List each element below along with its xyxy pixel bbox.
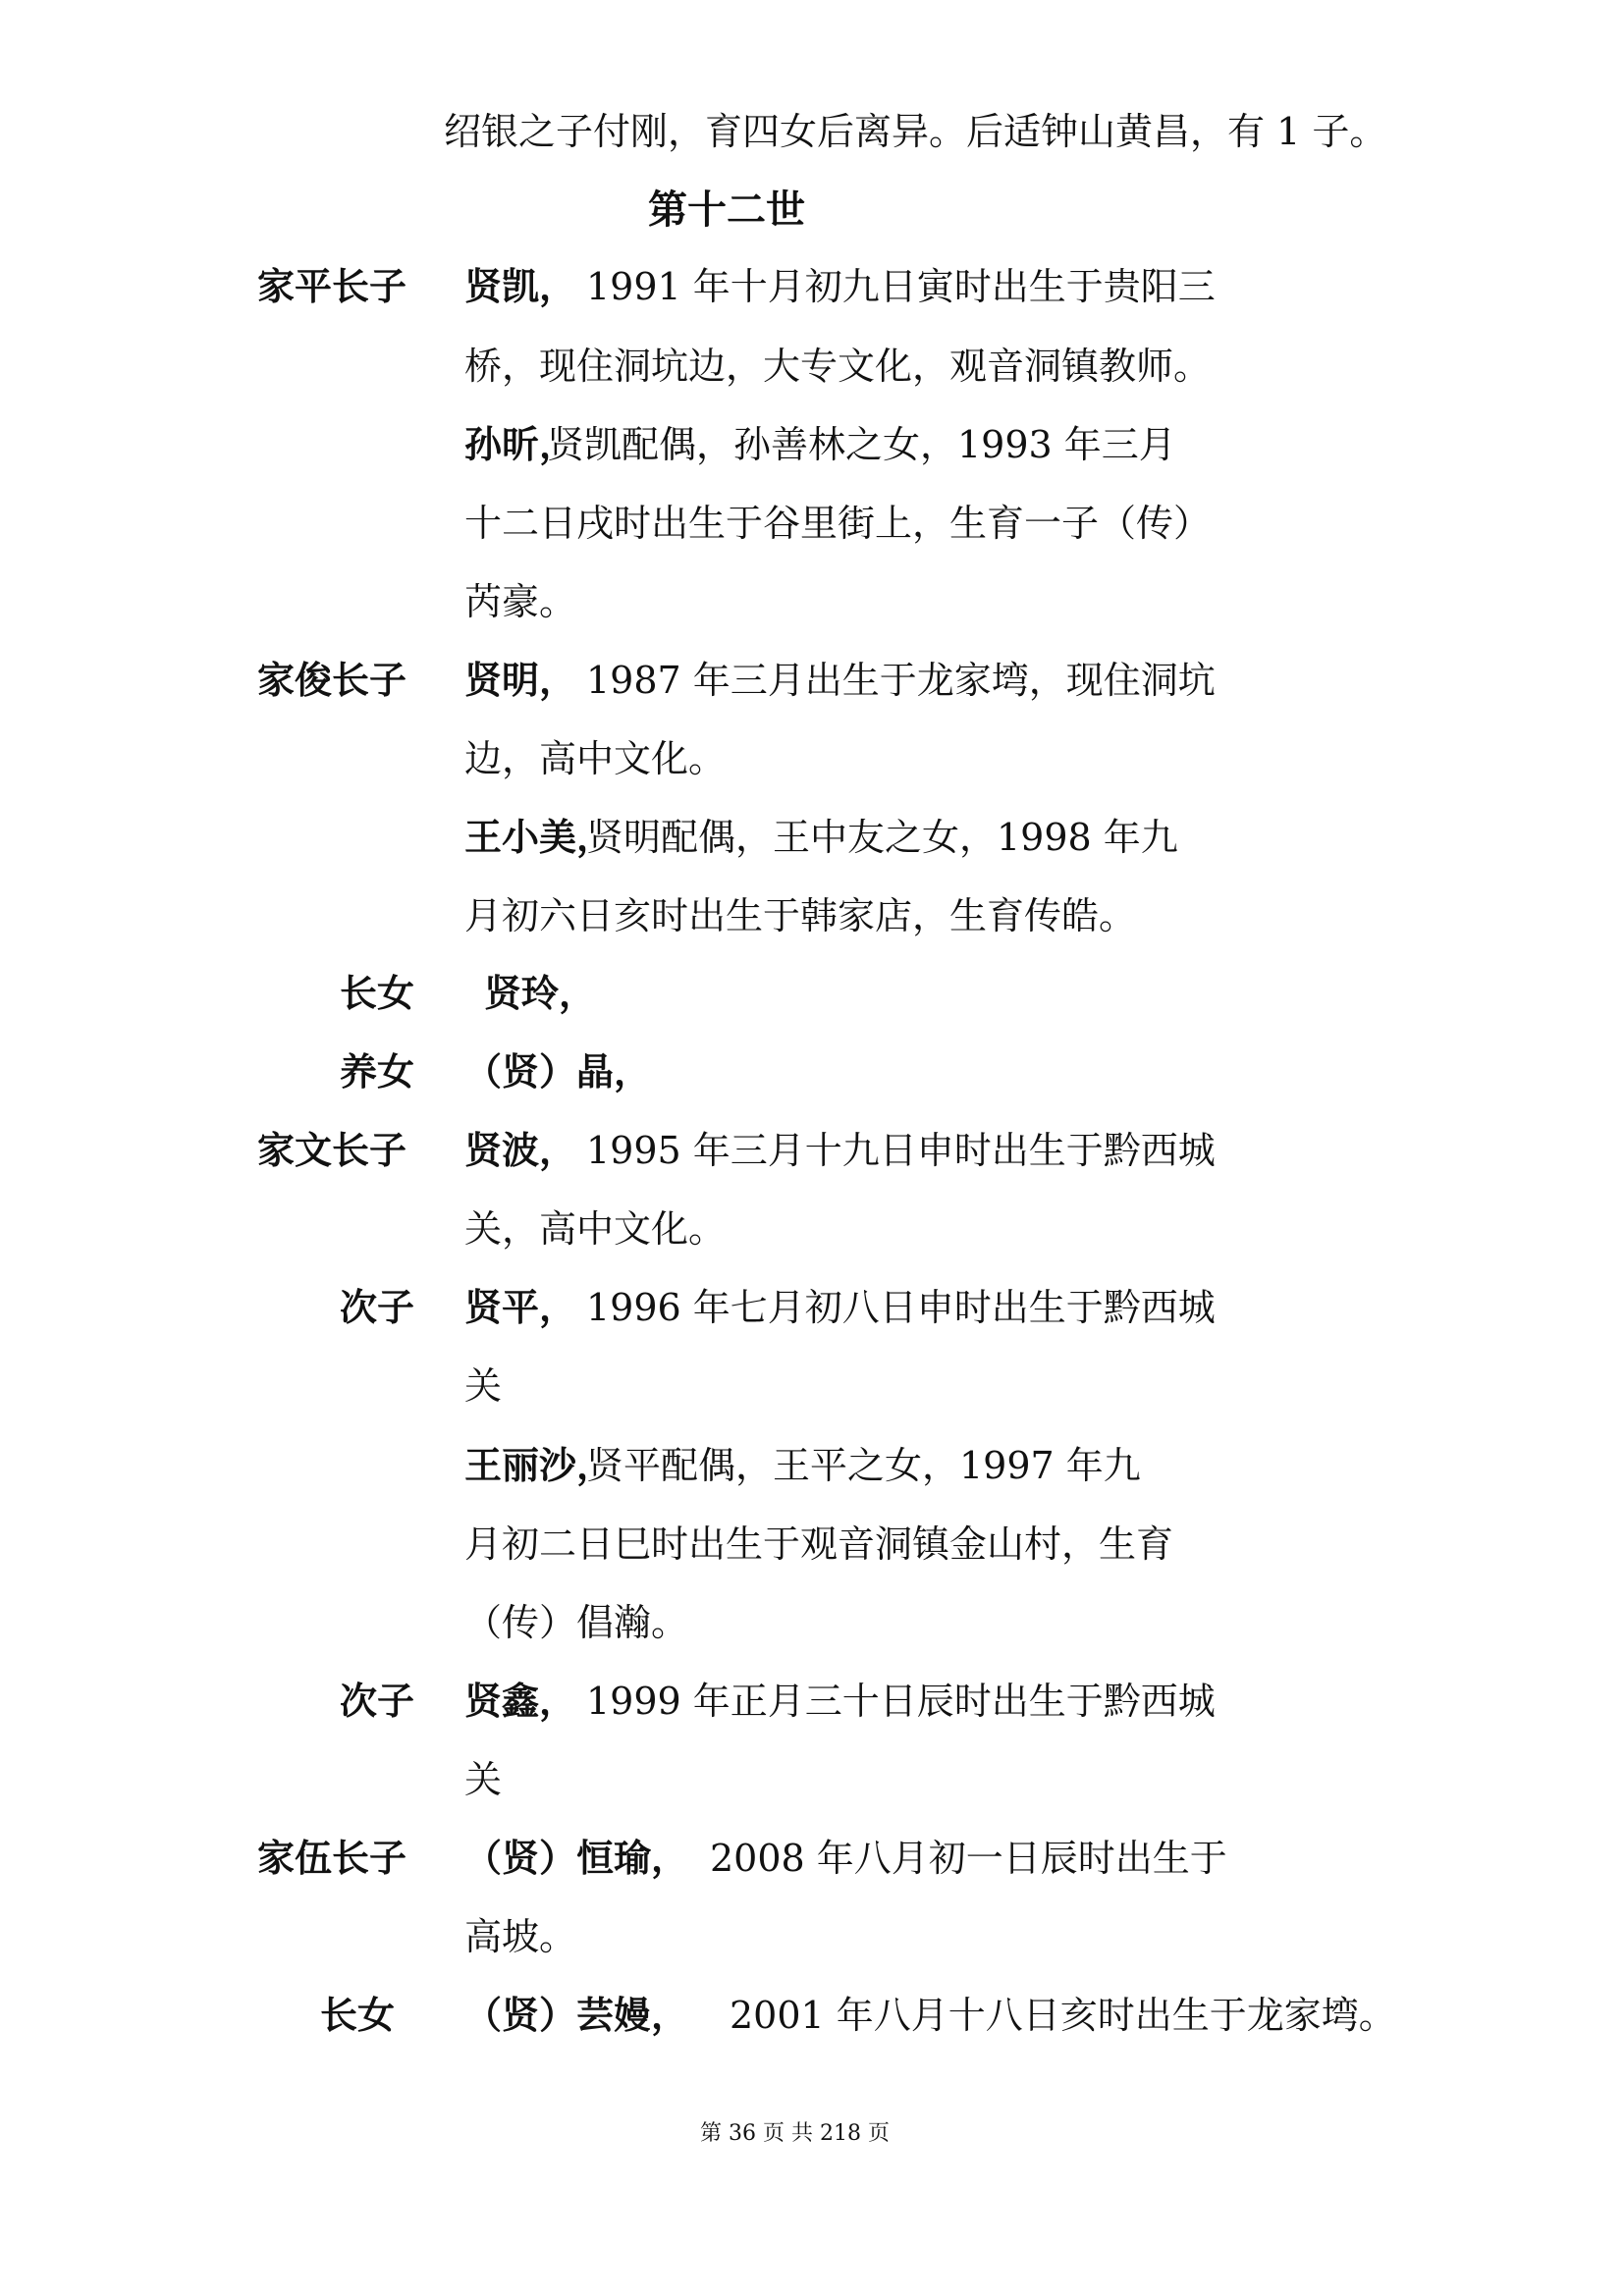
- entry-text: 贤明配偶，王中友之女，1998 年九: [586, 816, 1178, 859]
- relation-label: 家平长子: [257, 264, 407, 308]
- spouse-name: 王小美，: [464, 815, 615, 859]
- entry-text: 1991 年十月初九日寅时出生于贵阳三: [586, 265, 1216, 308]
- entry-text: 1996 年七月初八日申时出生于黔西城: [586, 1286, 1216, 1329]
- entry-text: 十二日戌时出生于谷里街上，生育一子（传）: [464, 502, 1212, 545]
- entry-text: 桥，现住洞坑边，大专文化，观音洞镇教师。: [464, 345, 1212, 388]
- person-name: 贤明，: [464, 658, 577, 702]
- relation-label: 家俊长子: [257, 658, 407, 702]
- relation-label: 长女: [320, 1993, 396, 2037]
- entry-text: 关: [464, 1758, 503, 1801]
- relation-label: 次子: [340, 1679, 415, 1723]
- spouse-name: 王丽沙，: [464, 1443, 615, 1487]
- spouse-name: 孙昕，: [464, 422, 577, 466]
- person-name: （贤）芸嫚，: [464, 1993, 689, 2037]
- relation-label: 长女: [340, 971, 415, 1015]
- entry-text: 关: [464, 1364, 503, 1408]
- entry-text: 贤平配偶，王平之女，1997 年九: [586, 1444, 1141, 1487]
- entry-text: 2008 年八月初一日辰时出生于: [710, 1837, 1227, 1880]
- entry-text: 2001 年八月十八日亥时出生于龙家塆。: [730, 1994, 1396, 2037]
- relation-label: 家文长子: [257, 1128, 407, 1172]
- person-name: 贤波，: [464, 1128, 577, 1172]
- person-name: 贤凯，: [464, 264, 577, 308]
- relation-label: 家伍长子: [257, 1836, 407, 1880]
- entry-text: 高坡。: [464, 1915, 577, 1958]
- entry-text: 1995 年三月十九日申时出生于黔西城: [586, 1129, 1216, 1172]
- entry-text: 月初六日亥时出生于韩家店，生育传皓。: [464, 894, 1137, 937]
- person-name: 贤鑫，: [464, 1679, 577, 1723]
- page-footer: 第 36 页 共 218 页: [700, 2121, 890, 2146]
- person-name: （贤）晶，: [464, 1049, 652, 1094]
- person-name: 贤玲，: [484, 971, 597, 1015]
- entry-text: 贤凯配偶，孙善林之女，1993 年三月: [547, 423, 1176, 466]
- entry-text: 月初二日巳时出生于观音洞镇金山村，生育: [464, 1522, 1174, 1566]
- entry-text: 芮豪。: [464, 580, 577, 623]
- entry-text: 边，高中文化。: [464, 737, 727, 780]
- relation-label: 次子: [340, 1285, 415, 1329]
- relation-label: 养女: [340, 1049, 415, 1094]
- person-name: （贤）恒瑜，: [464, 1836, 689, 1880]
- person-name: 贤平，: [464, 1285, 577, 1329]
- entry-text: 1999 年正月三十日辰时出生于黔西城: [586, 1680, 1216, 1723]
- entry-text: （传）倡瀚。: [464, 1601, 689, 1644]
- entry-text: 1987 年三月出生于龙家塆，现住洞坑: [586, 659, 1216, 702]
- continuation-text: 绍银之子付刚，育四女后离异。后适钟山黄昌，有 1 子。: [444, 110, 1387, 153]
- generation-heading: 第十二世: [648, 187, 805, 233]
- entry-text: 关，高中文化。: [464, 1207, 727, 1251]
